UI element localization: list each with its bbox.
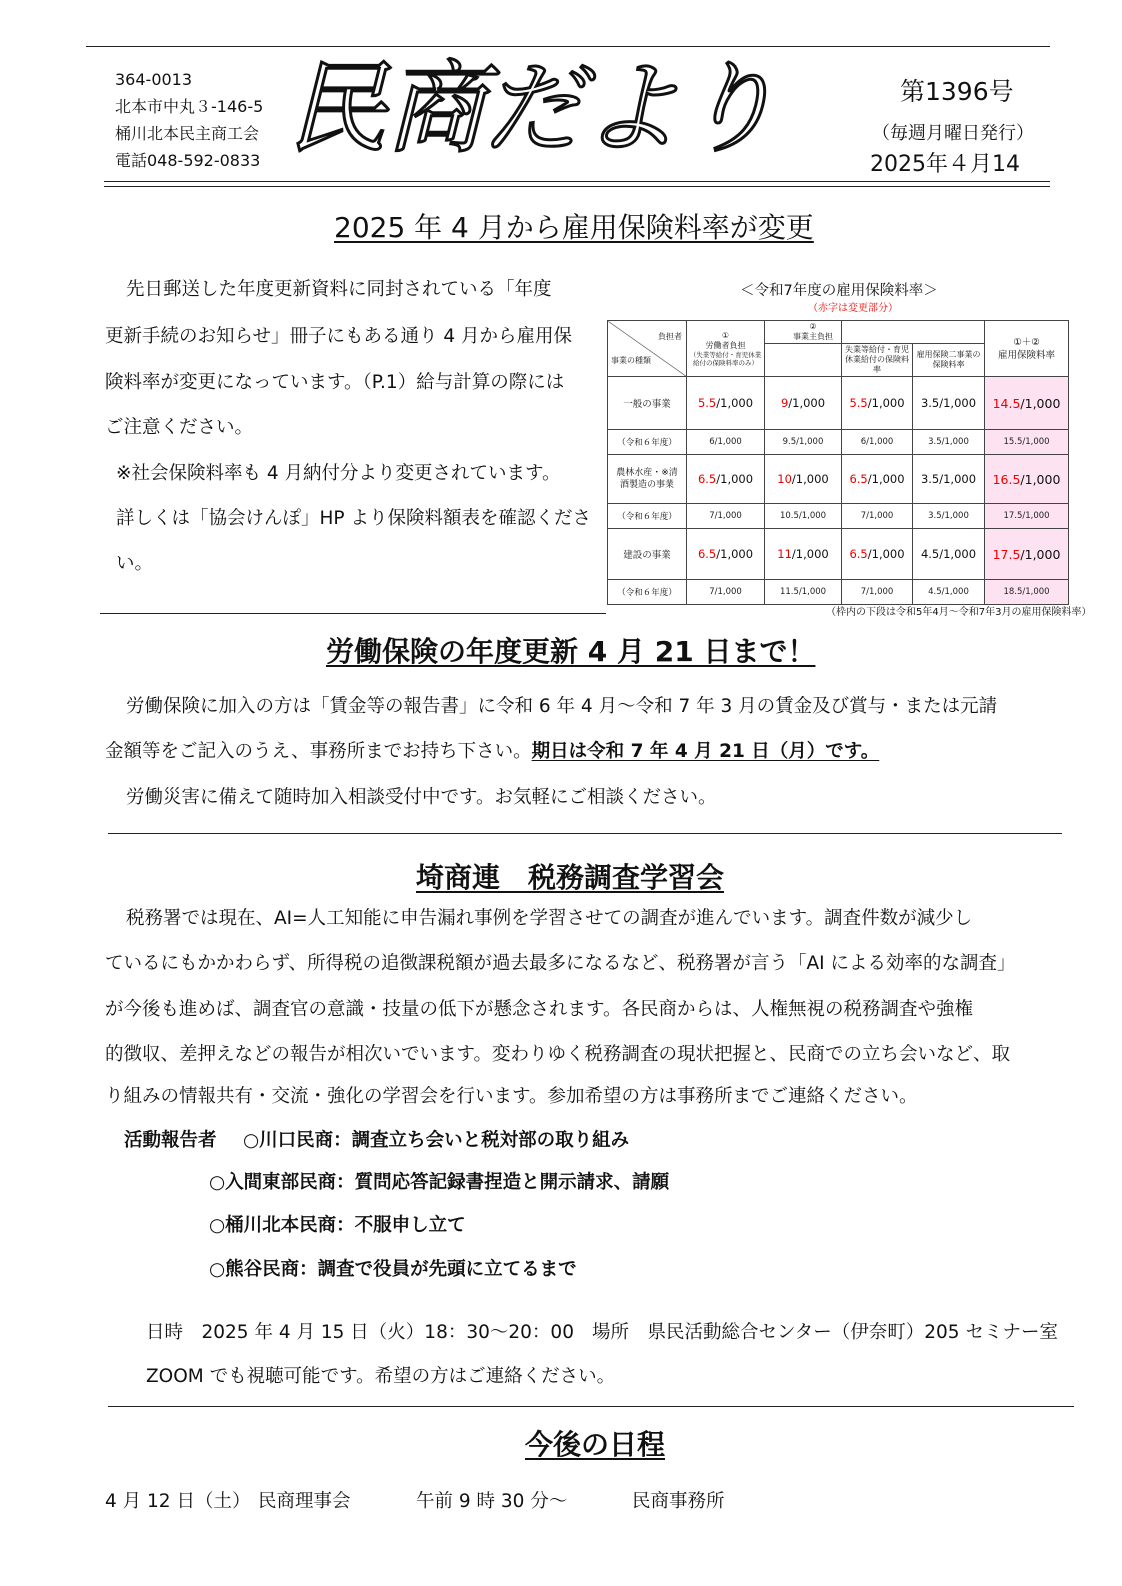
- deadline-text: 期日は令和 7 年 4 月 21 日（月）です。: [531, 741, 880, 762]
- issue-number: 第1396号: [900, 77, 1014, 106]
- row-label: 農林水産・※清酒製造の事業: [608, 455, 687, 504]
- article2-title: 労働保険の年度更新 4 月 21 日まで！: [326, 635, 816, 668]
- rate-cell: [765, 377, 842, 430]
- rate-table-note: （赤字は変更部分）: [808, 303, 898, 314]
- rate-value: 5.5: [697, 396, 717, 410]
- rate-cell: [687, 455, 765, 504]
- rate-table-header-top: [608, 321, 1069, 344]
- article3-line: り組みの情報共有・交流・強化の学習会を行います。参加希望の方は事務所までご連絡ください。: [105, 1086, 918, 1107]
- rate-value: 14.5: [992, 395, 1021, 411]
- rate-cell-total: [985, 529, 1069, 580]
- rate-unit: /1,000: [791, 472, 829, 486]
- rate-table: [607, 320, 1069, 605]
- rate-value: 10: [777, 472, 792, 486]
- rate-cell: [687, 377, 765, 430]
- postal-code: 364-0013: [115, 70, 193, 89]
- header-label: 労働者負担: [705, 340, 746, 350]
- schedule-place: 民商事務所: [632, 1491, 725, 1512]
- prev-rate-cell: 3.5/1,000: [913, 504, 985, 529]
- rate-value: 6.5: [697, 472, 717, 486]
- rate-unit: /1,000: [716, 396, 754, 410]
- rate-unit: /1,000: [1020, 471, 1061, 487]
- header-note: （失業等給付・育児休業給付の保険料率のみ）: [689, 350, 762, 367]
- header-employer-span: [842, 321, 985, 344]
- rate-value: 6.5: [697, 547, 717, 561]
- rate-cell: [765, 455, 842, 504]
- article2-line: 労働保険に加入の方は「賃金等の報告書」に令和 6 年 4 月～令和 7 年 3 月の賃金及び賞与・または元請: [126, 696, 998, 717]
- rate-unit: /1,000: [867, 472, 905, 486]
- rate-row-construction-prev: [608, 580, 1069, 605]
- rate-row-general: [608, 377, 1069, 430]
- rate-value: 6.5: [849, 472, 868, 486]
- rate-value: 9: [780, 396, 789, 410]
- publication-frequency: （毎週月曜日発行）: [872, 123, 1034, 144]
- prev-rate-cell: 11.5/1,000: [765, 580, 842, 605]
- schedule-time: 午前 9 時 30 分～: [416, 1491, 568, 1512]
- rate-unit: /1,000: [791, 547, 829, 561]
- prev-rate-cell: 7/1,000: [842, 580, 913, 605]
- article3-title: 埼商連 税務調査学習会: [416, 861, 725, 894]
- rate-value: 17.5: [992, 546, 1021, 562]
- rate-cell: [842, 529, 913, 580]
- section-divider: [100, 613, 606, 614]
- header-label: 事業主負担: [793, 332, 833, 341]
- article1-line: 険料率が変更になっています。（P.1）給与計算の際には: [105, 372, 565, 393]
- rate-unit: /1,000: [788, 396, 826, 410]
- article1-line: 先日郵送した年度更新資料に同封されている「年度: [126, 279, 552, 300]
- rate-unit: /1,000: [867, 547, 905, 561]
- header-employer-unemployment: 失業等給付・育児休業給付の保険料率: [842, 344, 913, 377]
- schedule-event: 民商理事会: [258, 1491, 351, 1512]
- section-divider: [108, 833, 1062, 834]
- header-num: ①: [721, 330, 730, 340]
- header-employer-blank: [765, 344, 842, 377]
- rate-cell: 3.5/1,000: [913, 377, 985, 430]
- rate-table-footnote: （枠内の下段は令和5年4月～令和7年3月の雇用保険料率）: [826, 607, 1092, 618]
- event-datetime: 日時 2025 年 4 月 15 日（火）18：30～20：00: [146, 1322, 574, 1343]
- article3-line: 税務署では現在、AI=人工知能に申告漏れ事例を学習させての調査が進んでいます。調査件数が減少し: [126, 908, 973, 929]
- article2-line: [105, 737, 879, 763]
- zoom-note: ZOOM でも視聴可能です。希望の方はご連絡ください。: [146, 1366, 616, 1387]
- article1-line: い。: [116, 553, 154, 574]
- article1-line: 更新手続のお知らせ」冊子にもある通り 4 月から雇用保: [105, 326, 572, 347]
- reporters-label: 活動報告者: [124, 1130, 217, 1151]
- header-rule-2: [104, 186, 1050, 187]
- rate-row-agriculture: [608, 455, 1069, 504]
- reporter-item: ○入間東部民商：質問応答記録書捏造と開示請求、請願: [209, 1172, 670, 1193]
- prev-rate-cell: 10.5/1,000: [765, 504, 842, 529]
- schedule-date: 4 月 12 日（土）: [105, 1491, 251, 1512]
- rate-cell-total: [985, 455, 1069, 504]
- street-address: 北本市中丸３-146-5: [115, 97, 264, 116]
- prev-rate-cell: 7/1,000: [687, 504, 765, 529]
- corner-top-label: 負担者: [658, 331, 682, 341]
- rate-value: 5.5: [849, 396, 868, 410]
- rate-value: 11: [777, 547, 792, 561]
- article1-title: 2025 年 4 月から雇用保険料率が変更: [334, 211, 814, 244]
- row-label: 建設の事業: [608, 529, 687, 580]
- rate-cell-total: [985, 377, 1069, 430]
- header-worker-share: [687, 321, 765, 377]
- rate-row-general-prev: [608, 430, 1069, 455]
- header-num: ①＋②: [1013, 336, 1040, 348]
- corner-bottom-label: 事業の種類: [611, 355, 651, 365]
- header-employer-two-projects: 雇用保険二事業の保険料率: [913, 344, 985, 377]
- prev-rate-cell: 4.5/1,000: [913, 580, 985, 605]
- row-sublabel: （令和６年度）: [608, 504, 687, 529]
- rate-table-caption: ＜令和7年度の雇用保険料率＞: [740, 283, 938, 299]
- row-sublabel: （令和６年度）: [608, 430, 687, 455]
- article3-line: 的徴収、差押えなどの報告が相次いでいます。変わりゆく税務調査の現状把握と、民商での立ち会いなど、取: [105, 1044, 1011, 1065]
- prev-rate-cell: 6/1,000: [687, 430, 765, 455]
- rate-cell: 4.5/1,000: [913, 529, 985, 580]
- prev-rate-cell: 9.5/1,000: [765, 430, 842, 455]
- top-rule: [86, 46, 1050, 47]
- header-num: ②: [809, 322, 817, 331]
- rate-unit: /1,000: [1020, 546, 1061, 562]
- rate-cell: [765, 529, 842, 580]
- event-place: 場所 県民活動総合センター（伊奈町）205 セミナー室: [592, 1322, 1058, 1343]
- rate-value: 16.5: [992, 471, 1021, 487]
- rate-unit: /1,000: [716, 547, 754, 561]
- article2-line: 労働災害に備えて随時加入相談受付中です。お気軽にご相談ください。: [126, 787, 717, 808]
- article1-line: 詳しくは「協会けんぽ」HP より保険料額表を確認くださ: [116, 508, 591, 529]
- header-total: [985, 321, 1069, 377]
- reporter-item: ○桶川北本民商：不服申し立て: [209, 1215, 466, 1236]
- rate-value: 6.5: [849, 547, 868, 561]
- article2-line2-text: 金額等をご記入のうえ、事務所までお持ち下さい。: [105, 741, 532, 762]
- article1-line: ご注意ください。: [105, 417, 254, 438]
- article1-line: ※社会保険料率も 4 月納付分より変更されています。: [116, 463, 561, 484]
- prev-rate-cell-total: 17.5/1,000: [985, 504, 1069, 529]
- article3-line: が今後も進めば、調査官の意識・技量の低下が懸念されます。各民商からは、人権無視の税務調査や強権: [105, 999, 974, 1020]
- rate-row-agriculture-prev: [608, 504, 1069, 529]
- rate-unit: /1,000: [1020, 395, 1061, 411]
- masthead-title: 民商だより: [287, 50, 777, 167]
- prev-rate-cell-total: 18.5/1,000: [985, 580, 1069, 605]
- prev-rate-cell: 7/1,000: [687, 580, 765, 605]
- reporter-item: ○熊谷民商：調査で役員が先頭に立てるまで: [209, 1259, 577, 1280]
- rate-cell: [842, 455, 913, 504]
- rate-unit: /1,000: [716, 472, 754, 486]
- row-sublabel: （令和６年度）: [608, 580, 687, 605]
- rate-table-corner: [608, 321, 687, 377]
- reporter-item: ○川口民商：調査立ち会いと税対部の取り組み: [243, 1130, 630, 1151]
- prev-rate-cell: 6/1,000: [842, 430, 913, 455]
- header-employer-share: [765, 321, 842, 344]
- rate-row-construction: [608, 529, 1069, 580]
- row-label: 一般の事業: [608, 377, 687, 430]
- publication-date: 2025年４月14: [870, 152, 1020, 177]
- header-label: 雇用保険料率: [997, 349, 1055, 361]
- prev-rate-cell: 3.5/1,000: [913, 430, 985, 455]
- prev-rate-cell: 7/1,000: [842, 504, 913, 529]
- section-divider: [108, 1406, 1074, 1407]
- prev-rate-cell-total: 15.5/1,000: [985, 430, 1069, 455]
- phone-number: 電話048-592-0833: [115, 151, 261, 170]
- rate-cell: [842, 377, 913, 430]
- schedule-title: 今後の日程: [525, 1428, 666, 1461]
- article3-line: ているにもかかわらず、所得税の追徴課税額が過去最多になるなど、税務署が言う「AI による効率的な調査」: [105, 953, 1016, 974]
- organization-name: 桶川北本民主商工会: [115, 124, 260, 143]
- header-rule: [104, 181, 1050, 182]
- rate-cell: [687, 529, 765, 580]
- rate-unit: /1,000: [867, 396, 905, 410]
- rate-cell: 3.5/1,000: [913, 455, 985, 504]
